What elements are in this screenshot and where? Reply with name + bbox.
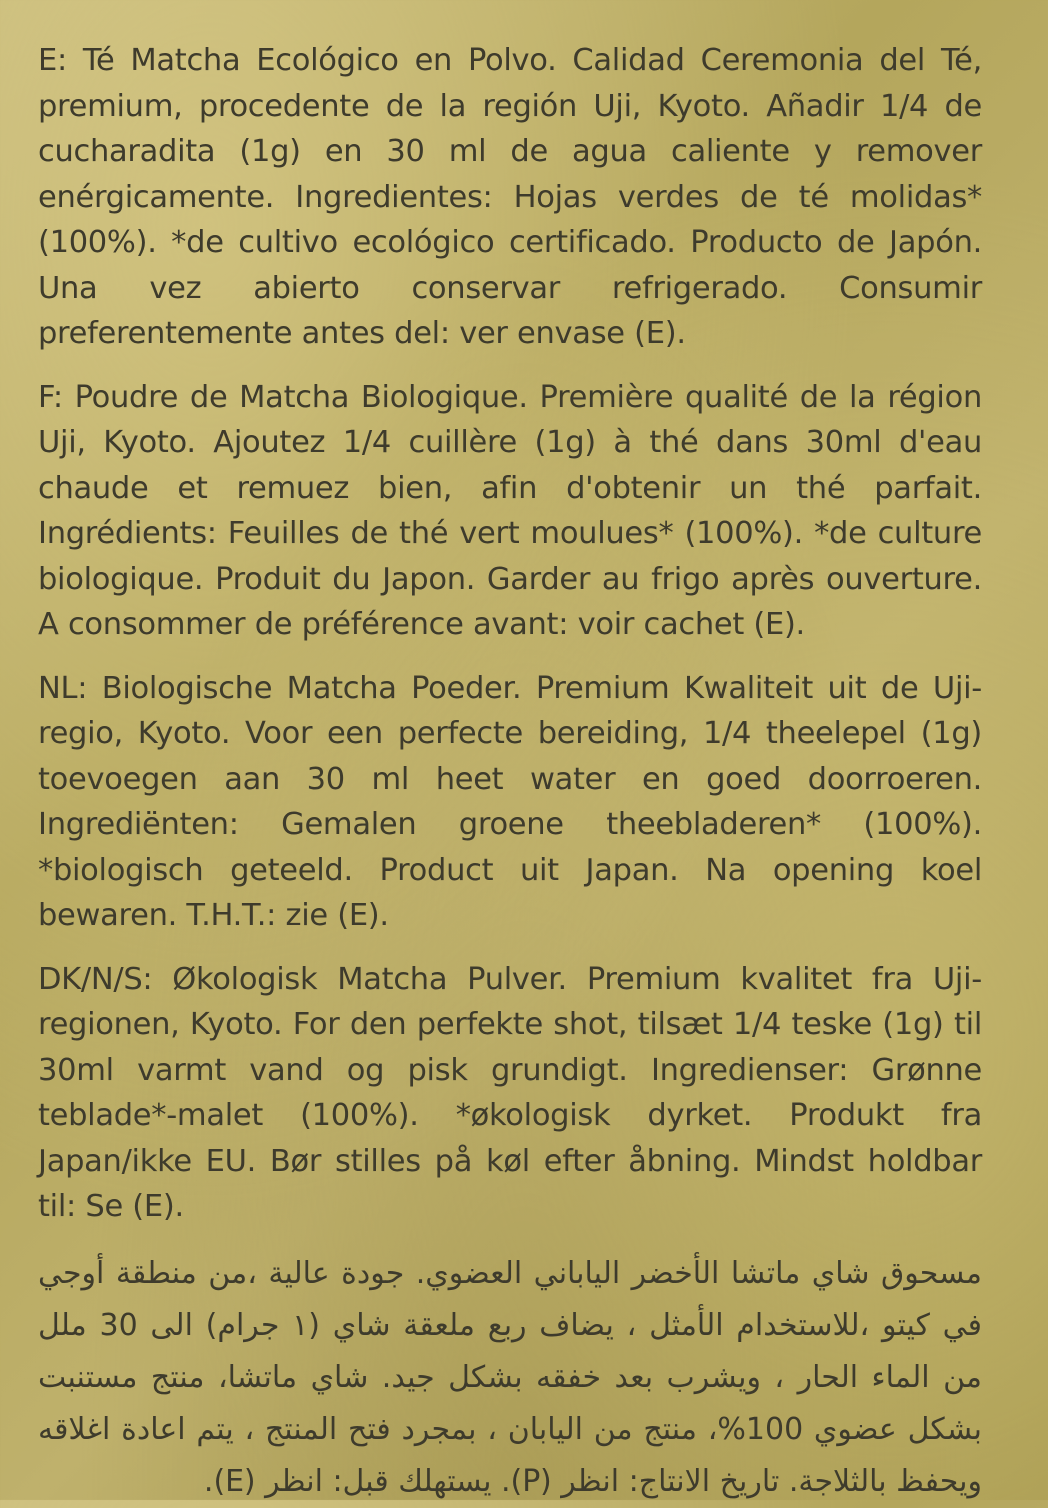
french-description: F: Poudre de Matcha Biologique. Première qualité de la région Uji, Kyoto. Ajoutez 1/4 cuillère (1g) à thé dans 30ml d'eau chaude et remuez bien, afin d'obtenir un thé parfait. Ingrédients: Feuilles de thé vert moulues* (100%). *de culture biologique. Produit du Japon. Garder au frigo après ouverture. A consommer de préférence avant: voir cachet (E). (38, 379, 982, 642)
product-label-text (38, 38, 982, 1508)
scandinavian-description: DK/N/S: Økologisk Matcha Pulver. Premium kvalitet fra Uji-regionen, Kyoto. For den perfekte shot, tilsæt 1/4 teske (1g) til 30ml varmt vand og pisk grundigt. Ingredienser: Grønne teblade*-malet (100%). *økologisk dyrket. Produkt fra Japan/ikke EU. Bør stilles på køl efter åbning. Mindst holdbar til: Se (E). (38, 961, 982, 1224)
arabic-description: مسحوق شاي ماتشا الأخضر الياباني العضوي. جودة عالية ،من منطقة أوجي في كيتو ،للاستخدام الأمثل ، يضاف ربع ملعقة شاي (١ جرام) الى 30 ملل من الماء الحار ، ويشرب بعد خفقه بشكل جيد. شاي ماتشا، منتج مستنبت بشكل عضوي 100%، منتج من اليابان ، بمجرد فتح المنتج ، يتم اعادة اغلاقه ويحفظ بالثلاجة. تاريخ الانتاج: انظر (P). يستهلك قبل: انظر (E). (38, 1255, 982, 1499)
dutch-description: NL: Biologische Matcha Poeder. Premium Kwaliteit uit de Uji-regio, Kyoto. Voor een perfecte bereiding, 1/4 theelepel (1g) toevoegen aan 30 ml heet water en goed doorroeren. Ingrediënten: Gemalen groene theebladeren* (100%). *biologisch geteeld. Product uit Japan. Na opening koel bewaren. T.H.T.: zie (E). (38, 670, 982, 933)
spanish-description: E: Té Matcha Ecológico en Polvo. Calidad Ceremonia del Té, premium, procedente de la región Uji, Kyoto. Añadir 1/4 de cucharadita (1g) en 30 ml de agua caliente y remover enérgicamente. Ingredientes: Hojas verdes de té molidas* (100%). *de cultivo ecológico certificado. Producto de Japón. Una vez abierto conservar refrigerado. Consumir preferentemente antes del: ver envase (E). (38, 43, 982, 351)
